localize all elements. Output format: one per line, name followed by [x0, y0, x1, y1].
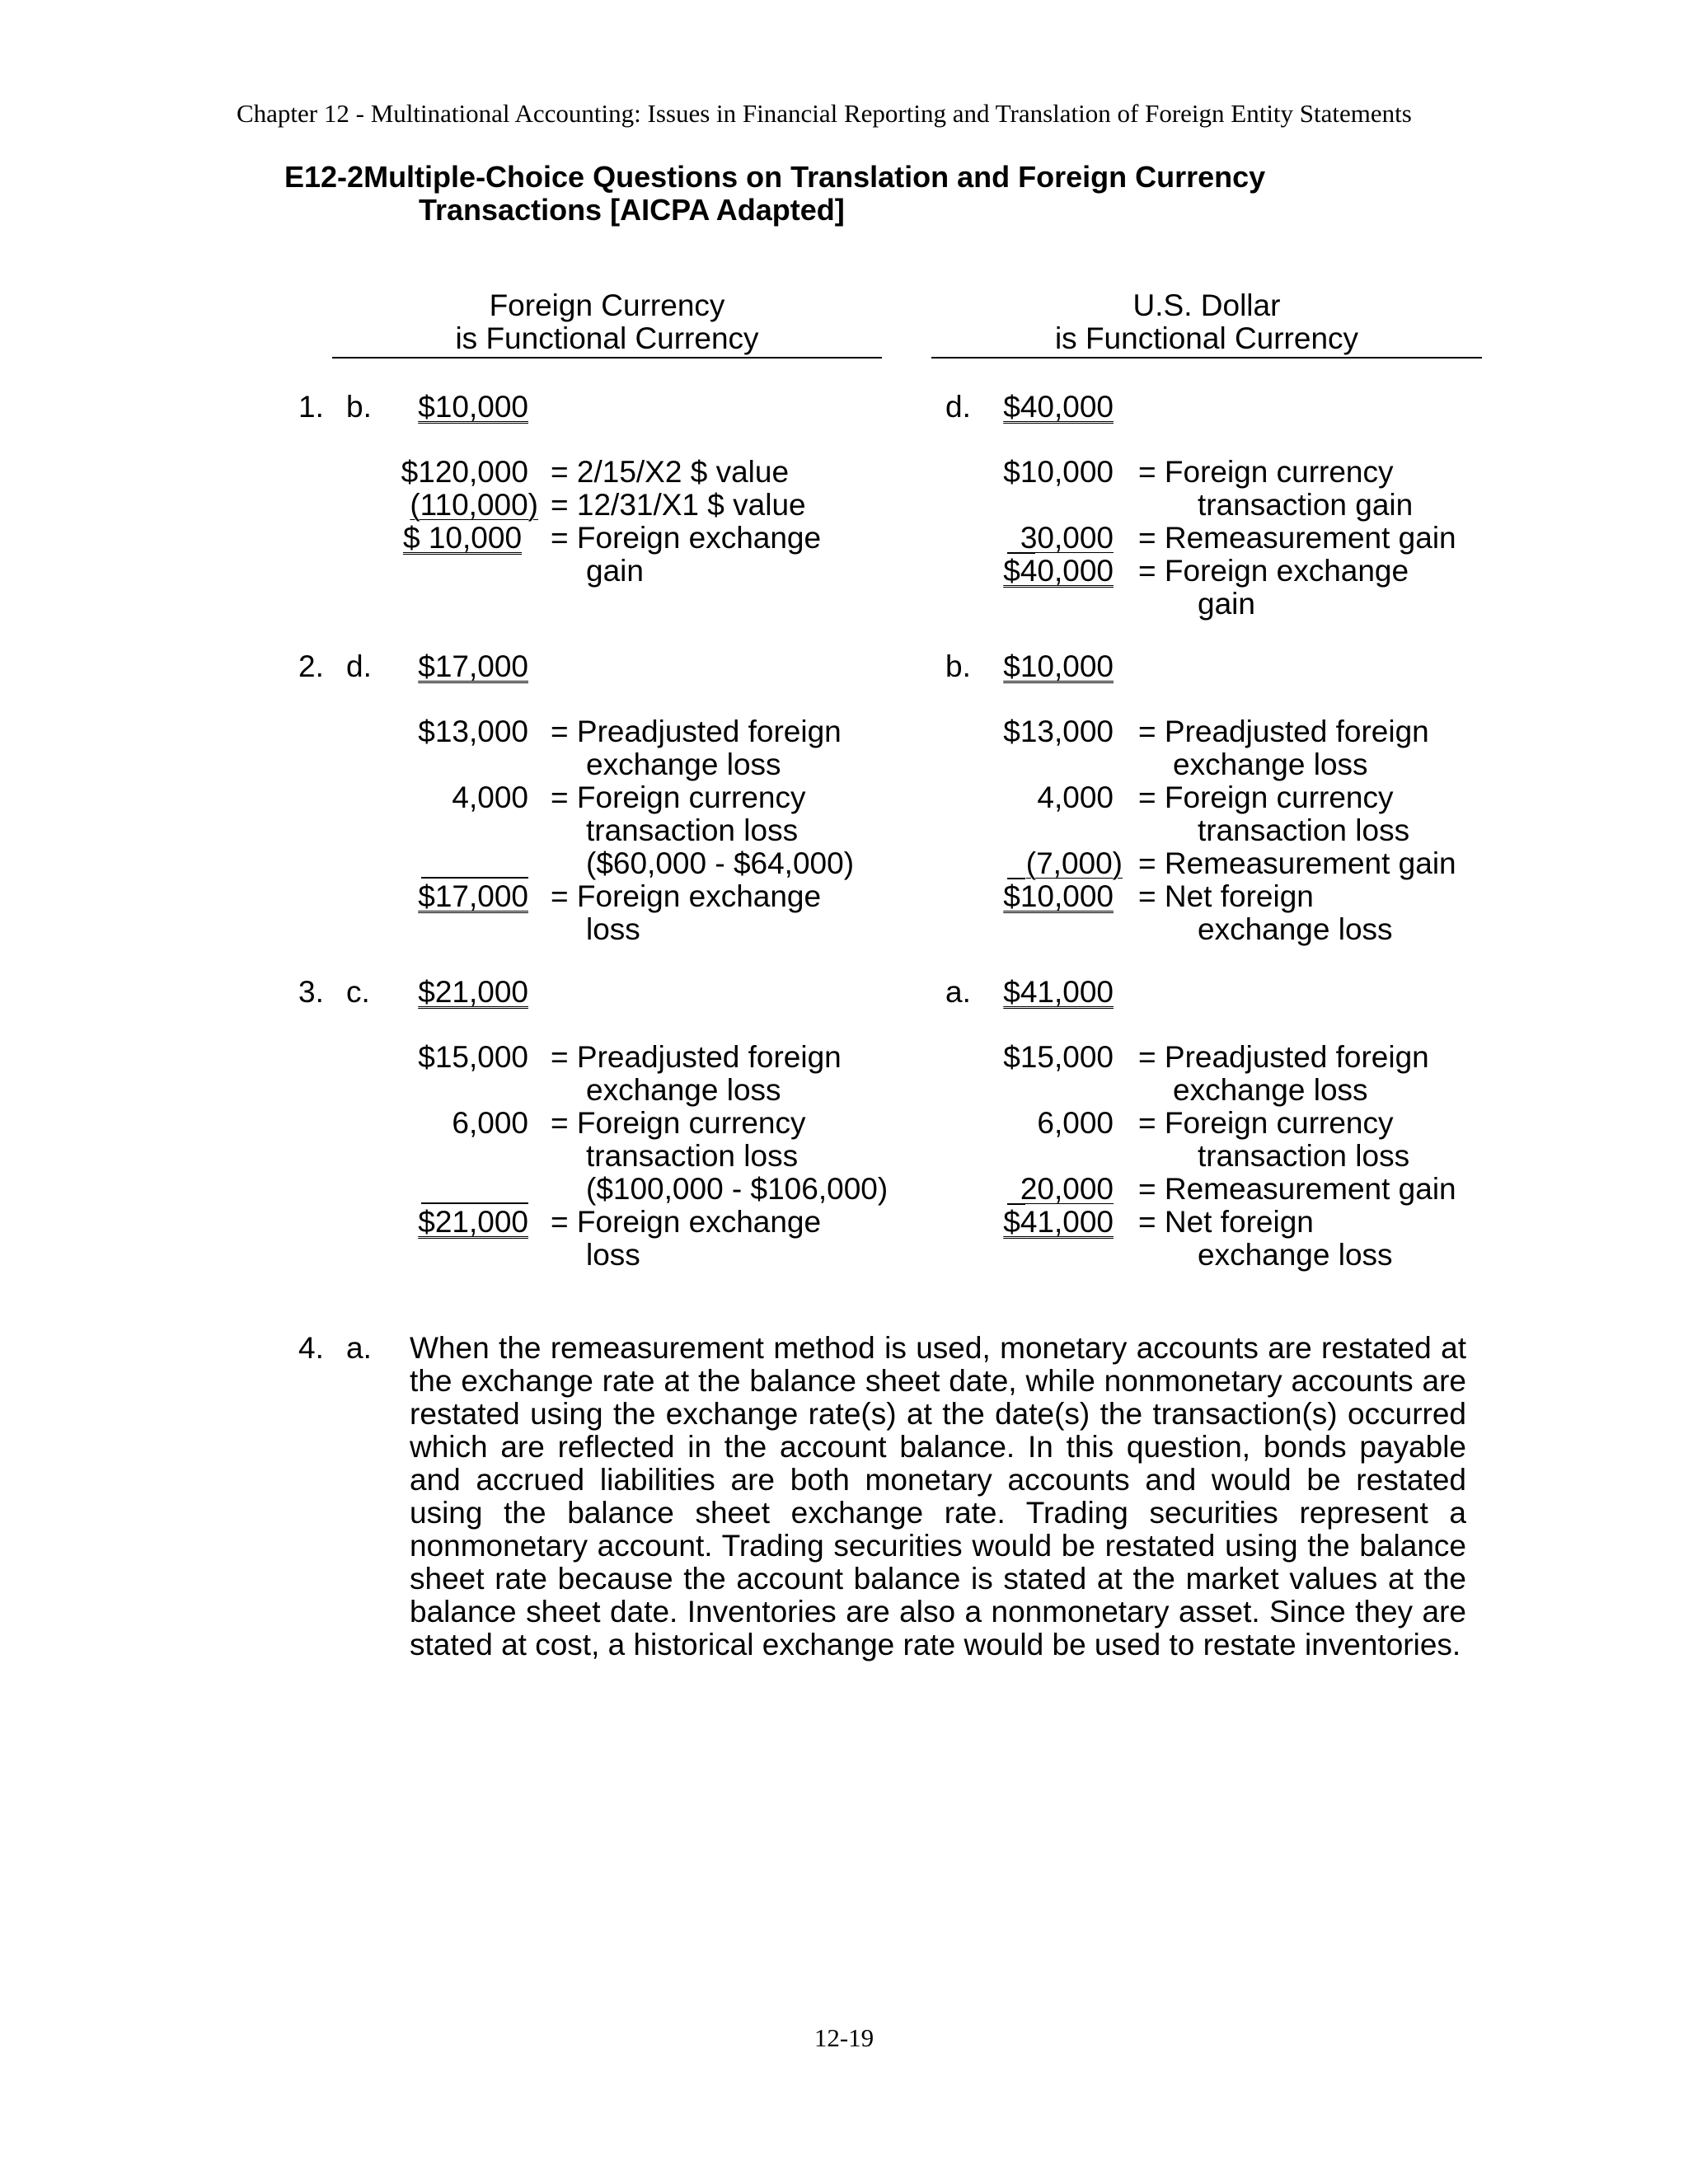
calc-description-cont: transaction loss [1198, 1139, 1410, 1173]
calc-description: = Remeasurement gain [1138, 1172, 1456, 1206]
calc-amount: (110,000) [410, 488, 538, 522]
calc-description-cont: transaction loss [586, 1139, 799, 1173]
question-number: 2. [298, 649, 324, 683]
calc-description: = Preadjusted foreign [551, 715, 842, 748]
explanation-paragraph: When the remeasurement method is used, monetary accounts are restated at the exchange rate at the balance sheet date, while nonmonetary accounts are restated using the exchange rate(s) at the date(s) the transaction(s) occurred which are reflected in the account balance. In this question, bonds payable and accrued liabilities are both monetary accounts and would be restated using the balance sheet exchange rate. Trading securities represent a nonmonetary account. Trading securities would be restated using the balance sheet rate because the account balance is stated at the market values at the balance sheet date. Inventories are also a nonmonetary asset. Since they are stated at cost, a historical exchange rate would be used to restate inventories. [410, 1331, 1466, 1661]
calc-description: = Foreign currency [1138, 1106, 1394, 1140]
exercise-title [284, 160, 1265, 194]
calc-amount: $15,000 [1003, 1040, 1114, 1074]
question-number: 4. [298, 1331, 324, 1365]
calc-description: = 12/31/X1 $ value [551, 488, 806, 522]
calc-description: = Preadjusted foreign [551, 1040, 842, 1074]
calc-description: = Preadjusted foreign [1138, 715, 1429, 748]
page-number: 12-19 [814, 2023, 874, 2052]
calc-amount: 6,000 [452, 1106, 528, 1140]
calc-total-amount: $ 10,000 [403, 521, 523, 555]
calc-description: = Net foreign [1138, 879, 1314, 913]
calc-description: = Preadjusted foreign [1138, 1040, 1429, 1074]
left-answer-amount: $17,000 [418, 649, 528, 683]
calc-amount: $13,000 [1003, 715, 1114, 748]
exercise-title-line2: Transactions [AICPA Adapted] [419, 193, 845, 227]
calc-description-cont: exchange loss [586, 1073, 781, 1107]
calc-total-amount: $17,000 [418, 879, 528, 913]
calc-description-cont: transaction loss [586, 813, 799, 847]
exercise-id: E12-2 [284, 160, 364, 194]
calc-description-cont: ($100,000 - $106,000) [586, 1172, 889, 1206]
underline-blank [421, 1202, 528, 1204]
calc-description-cont: gain [1198, 587, 1255, 621]
calc-description-cont: exchange loss [1198, 1238, 1393, 1272]
calc-description: = Remeasurement gain [1138, 846, 1456, 880]
question-number: 1. [298, 390, 324, 424]
calc-amount: $13,000 [418, 715, 528, 748]
right-column-heading-line1: U.S. Dollar [1132, 288, 1281, 322]
calc-description-cont: exchange loss [1173, 1073, 1368, 1107]
right-column-heading-line2: is Functional Currency [1054, 321, 1359, 355]
underline-blank [421, 877, 528, 879]
calc-description: = Foreign exchange [551, 1205, 822, 1239]
calc-description-cont: gain [586, 554, 644, 588]
calc-amount: 20,000 [1020, 1172, 1114, 1206]
right-answer-letter: b. [945, 649, 971, 683]
calc-description: = Foreign currency [1138, 455, 1394, 489]
calc-total-amount: $21,000 [418, 1205, 528, 1239]
calc-description-cont: transaction gain [1198, 488, 1414, 522]
calc-amount: $10,000 [1003, 455, 1114, 489]
left-column-heading-line2: is Functional Currency [455, 321, 759, 355]
calc-description: = Foreign currency [551, 780, 806, 814]
calc-description: = Foreign currency [1138, 780, 1394, 814]
calc-description: = Net foreign [1138, 1205, 1314, 1239]
right-column-rule [931, 357, 1482, 359]
calc-description-cont: transaction loss [1198, 813, 1410, 847]
left-column-rule [332, 357, 882, 359]
calc-total-amount: $41,000 [1003, 1205, 1114, 1239]
chapter-header: Chapter 12 - Multinational Accounting: Issues in Financial Reporting and Translation of Foreign Entity Statements [237, 99, 1412, 128]
calc-description: = Foreign exchange [1138, 554, 1409, 588]
calc-description-cont: exchange loss [1173, 748, 1368, 781]
calc-description: = Foreign exchange [551, 521, 822, 555]
right-answer-amount: $41,000 [1003, 975, 1114, 1009]
calc-total-amount: $40,000 [1003, 554, 1114, 588]
left-column-heading-line1: Foreign Currency [489, 288, 725, 322]
calc-description-cont: loss [586, 912, 640, 946]
right-answer-amount: $40,000 [1003, 390, 1114, 424]
calc-description-cont: exchange loss [1198, 912, 1393, 946]
answer-letter: a. [346, 1331, 372, 1365]
calc-amount: 6,000 [1037, 1106, 1114, 1140]
calc-description-cont: loss [586, 1238, 640, 1272]
calc-description-cont: exchange loss [586, 748, 781, 781]
calc-description-cont: ($60,000 - $64,000) [586, 846, 855, 880]
calc-amount: 4,000 [452, 780, 528, 814]
calc-amount: 30,000 [1020, 521, 1114, 555]
left-answer-letter: c. [346, 975, 370, 1009]
left-answer-amount: $10,000 [418, 390, 528, 424]
calc-description: = Foreign exchange [551, 879, 822, 913]
right-answer-letter: a. [945, 975, 971, 1009]
left-answer-letter: b. [346, 390, 372, 424]
exercise-title-line1: Multiple-Choice Questions on Translation and Foreign Currency [363, 160, 1266, 194]
calc-amount: $15,000 [418, 1040, 528, 1074]
calc-description: = Foreign currency [551, 1106, 806, 1140]
left-answer-letter: d. [346, 649, 372, 683]
calc-total-amount: $10,000 [1003, 879, 1114, 913]
left-answer-amount: $21,000 [418, 975, 528, 1009]
calc-description: = 2/15/X2 $ value [551, 455, 790, 489]
calc-description: = Remeasurement gain [1138, 521, 1456, 555]
calc-amount: (7,000) [1025, 846, 1123, 880]
calc-amount: $120,000 [401, 455, 528, 489]
question-number: 3. [298, 975, 324, 1009]
right-answer-amount: $10,000 [1003, 649, 1114, 683]
right-answer-letter: d. [945, 390, 971, 424]
calc-amount: 4,000 [1037, 780, 1114, 814]
